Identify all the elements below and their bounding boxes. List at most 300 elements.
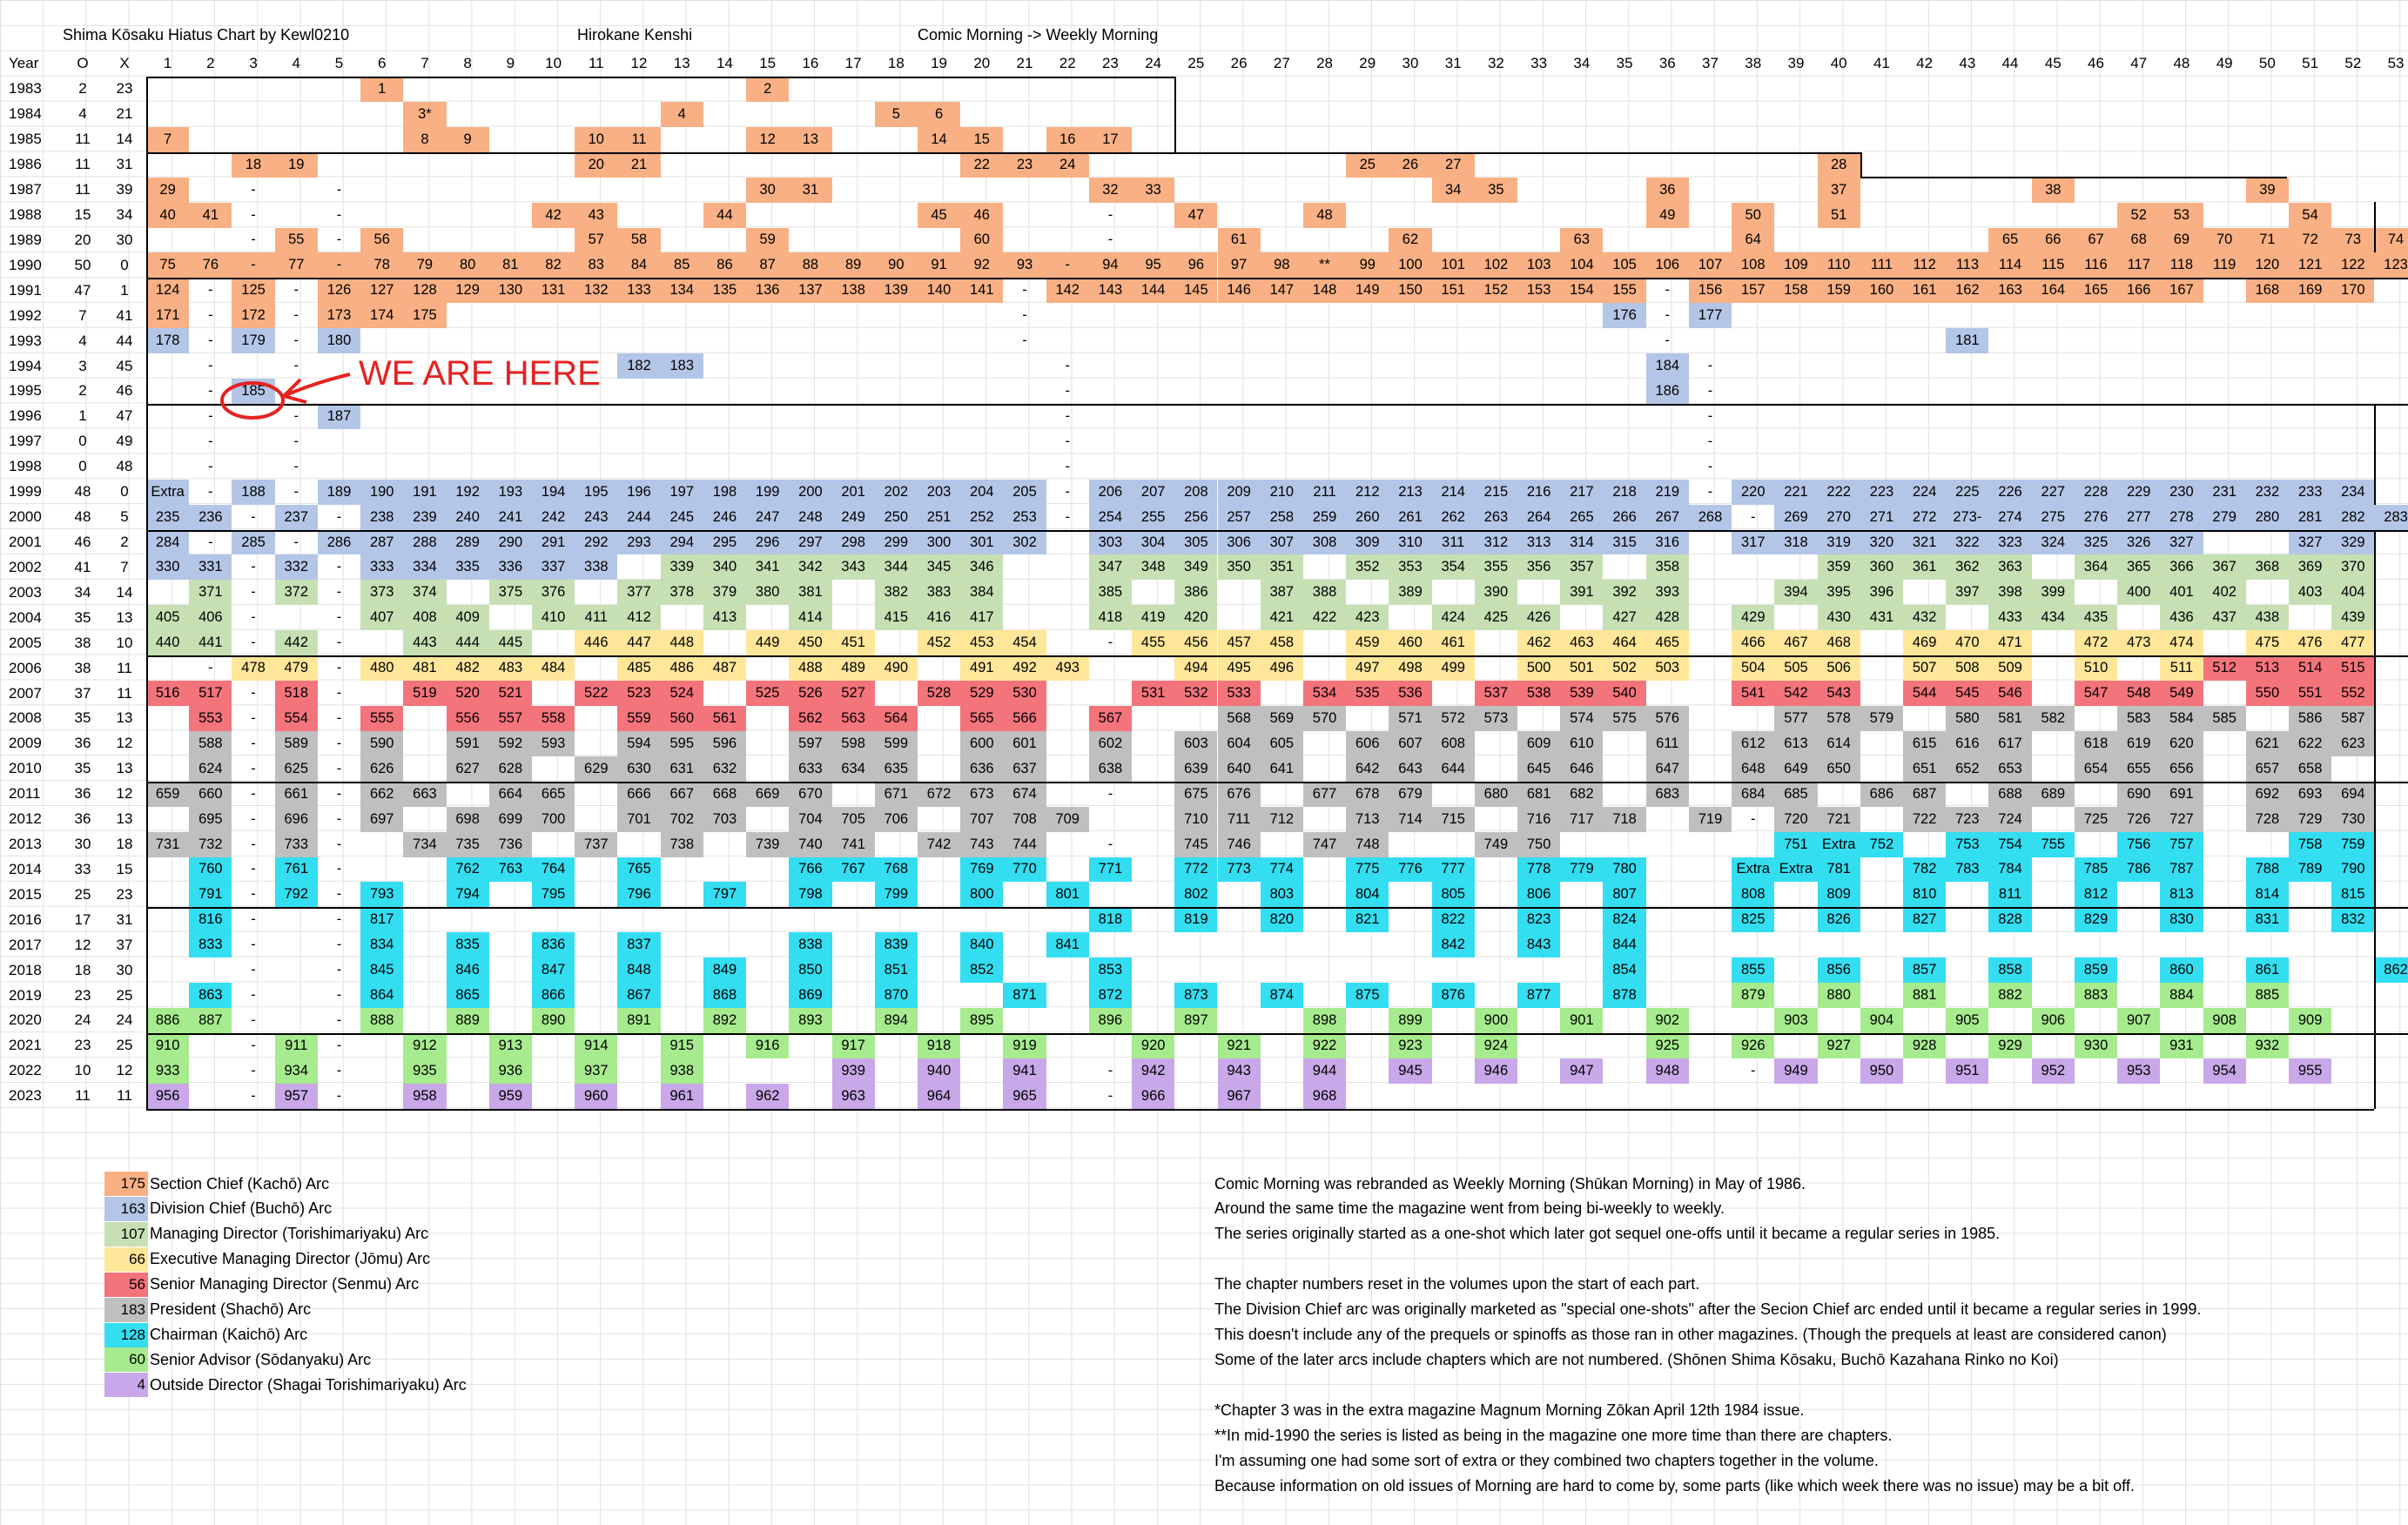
chapter-cell: 162	[1946, 278, 1988, 303]
chapter-cell: 307	[1261, 530, 1303, 555]
chapter-cell: 656	[2160, 756, 2203, 782]
chapter-cell: 467	[1774, 630, 1817, 655]
chapter-cell: 85	[661, 252, 703, 278]
chapter-cell: 802	[1174, 882, 1217, 907]
chapter-cell: 782	[1903, 857, 1946, 883]
chapter-cell: 200	[789, 480, 831, 505]
chapter-cell: 937	[575, 1058, 617, 1084]
chapter-cell: 123	[2374, 252, 2408, 278]
chapter-cell: 815	[2331, 882, 2374, 907]
chapter-cell: 535	[1346, 681, 1389, 706]
gap-marker: -	[208, 483, 213, 500]
gap-marker: -	[293, 333, 299, 349]
note-line: **In mid-1990 the series is listed as being in the magazine one more time than there are chapters.	[1214, 1426, 1893, 1444]
chapter-cell: 741	[832, 832, 875, 857]
chapter-cell: 619	[2117, 731, 2160, 756]
chapter-cell: 476	[2289, 630, 2331, 655]
column-header: 10	[545, 55, 562, 72]
chapter-cell: 714	[1389, 807, 1431, 832]
column-header: 13	[673, 55, 690, 72]
gap-marker: -	[336, 232, 342, 248]
chapter-cell: 696	[275, 807, 318, 832]
hiatus-count: 25	[116, 1037, 133, 1054]
gap-marker: -	[251, 760, 256, 776]
chapter-cell: 543	[1818, 681, 1860, 706]
chapter-cell: 104	[1560, 252, 1603, 278]
chapter-cell: Extra	[1818, 832, 1860, 857]
chapter-cell: 411	[575, 605, 617, 630]
year-cell: 2001	[9, 534, 42, 550]
gap-marker: -	[336, 836, 342, 852]
published-count: 50	[74, 256, 91, 273]
chapter-cell: 449	[746, 630, 789, 655]
chapter-cell: 751	[1774, 832, 1817, 857]
chapter-cell: 800	[960, 882, 1003, 907]
hiatus-count: 11	[117, 1087, 132, 1105]
chapter-cell: 707	[960, 807, 1003, 832]
chapter-cell: 560	[661, 706, 703, 731]
chapter-cell: 356	[1517, 554, 1560, 580]
gap-marker: -	[251, 508, 256, 525]
note-line: I'm assuming one had some sort of extra or they combined two chapters together in the volume.	[1214, 1451, 1879, 1469]
chapter-cell: 209	[1218, 480, 1261, 505]
chapter-cell: 112	[1903, 252, 1946, 278]
chapter-cell: 57	[575, 228, 617, 253]
chapter-cell: 353	[1389, 554, 1431, 580]
chapter-cell: 904	[1860, 1008, 1903, 1033]
published-count: 2	[78, 382, 87, 400]
year-cell: 2003	[9, 583, 42, 601]
chapter-cell: 423	[1346, 605, 1389, 630]
chapter-cell: 859	[2075, 957, 2117, 983]
column-header: 9	[506, 55, 515, 72]
column-header: 36	[1658, 55, 1676, 72]
chapter-cell: 100	[1389, 252, 1431, 278]
chapter-cell: 804	[1346, 882, 1389, 907]
hiatus-count: 0	[120, 483, 129, 500]
chapter-cell: 550	[2246, 681, 2289, 706]
chapter-cell: 546	[1988, 681, 2031, 706]
chapter-cell: 952	[2032, 1058, 2075, 1084]
chapter-cell: 945	[1389, 1058, 1431, 1084]
chapter-cell: 156	[1689, 278, 1732, 303]
chapter-cell: 158	[1774, 278, 1817, 303]
chapter-cell: 949	[1774, 1058, 1817, 1084]
chapter-cell: 829	[2075, 907, 2117, 932]
chapter-cell: 918	[918, 1033, 960, 1058]
chapter-cell: 611	[1646, 731, 1689, 756]
chapter-cell: 334	[403, 554, 446, 580]
chapter-cell: 685	[1774, 782, 1817, 807]
chapter-cell: 633	[789, 756, 831, 782]
chapter-cell: 498	[1389, 655, 1431, 681]
chapter-cell: 835	[447, 932, 489, 957]
column-header: 3	[249, 55, 258, 72]
chapter-cell: 569	[1261, 706, 1303, 731]
chapter-cell: 888	[360, 1008, 403, 1033]
chapter-cell: 643	[1389, 756, 1431, 782]
chapter-cell: 129	[447, 278, 489, 303]
hiatus-count: 18	[116, 836, 133, 853]
hiatus-count: 25	[116, 986, 133, 1004]
hiatus-count: 21	[116, 105, 133, 123]
chapter-cell: 776	[1389, 857, 1431, 883]
chapter-cell: 827	[1903, 907, 1946, 932]
chapter-cell: 365	[2117, 554, 2160, 580]
chapter-cell: 412	[617, 605, 660, 630]
chapter-cell: 797	[703, 882, 746, 907]
gap-marker: -	[208, 660, 213, 676]
year-cell: 1995	[9, 382, 42, 400]
chapter-cell: 445	[489, 630, 532, 655]
chapter-cell: 293	[617, 530, 660, 555]
chapter-cell: 198	[703, 480, 746, 505]
published-count: 41	[74, 558, 91, 575]
chapter-cell: 471	[1988, 630, 2031, 655]
gap-marker: -	[1065, 407, 1070, 424]
chapter-cell: 672	[918, 782, 960, 807]
chapter-cell: 811	[1988, 882, 2031, 907]
chapter-cell: 121	[2289, 252, 2331, 278]
chapter-cell: 722	[1903, 807, 1946, 832]
chapter-cell: 277	[2117, 505, 2160, 530]
chapter-cell: 864	[360, 983, 403, 1008]
year-cell: 1997	[9, 433, 42, 450]
gap-marker: -	[1065, 433, 1070, 449]
chapter-cell: 934	[275, 1058, 318, 1084]
chapter-cell: 242	[532, 505, 575, 530]
chapter-cell: 915	[661, 1033, 703, 1058]
chapter-cell: 512	[2203, 655, 2246, 681]
chapter-cell: 719	[1689, 807, 1732, 832]
chapter-cell: 179	[232, 328, 274, 353]
chapter-cell: 680	[1475, 782, 1517, 807]
chapter-cell: 378	[661, 580, 703, 605]
gap-marker: -	[336, 735, 342, 751]
gap-marker: -	[208, 433, 213, 449]
column-header: 15	[759, 55, 777, 72]
chapter-cell: 813	[2160, 882, 2203, 907]
chapter-cell: 783	[1946, 857, 1988, 883]
legend-label: Division Chief (Buchō) Arc	[150, 1199, 333, 1218]
chapter-cell: 684	[1732, 782, 1774, 807]
chapter-cell: 271	[1860, 505, 1903, 530]
chapter-cell: 681	[1517, 782, 1560, 807]
chapter-cell: 967	[1218, 1084, 1261, 1109]
chapter-cell: 141	[960, 278, 1003, 303]
chapter-cell: 533	[1218, 681, 1261, 706]
chapter-cell: 630	[617, 756, 660, 782]
chapter-cell: 665	[532, 782, 575, 807]
chapter-cell: 290	[489, 530, 532, 555]
chapter-cell: 826	[1818, 907, 1860, 932]
chapter-cell: 523	[617, 681, 660, 706]
chapter-cell: 302	[1003, 530, 1046, 555]
chapter-cell: 187	[318, 404, 360, 429]
chapter-cell: 960	[575, 1084, 617, 1109]
chapter-cell: 27	[1432, 152, 1475, 178]
chapter-cell: 659	[146, 782, 189, 807]
hiatus-count: 39	[116, 181, 133, 198]
chapter-cell: 21	[617, 152, 660, 178]
chapter-cell: 825	[1732, 907, 1774, 932]
chapter-cell: Extra	[146, 480, 189, 505]
chapter-cell: 422	[1303, 605, 1346, 630]
chapter-cell: 360	[1860, 554, 1903, 580]
chapter-cell: 948	[1646, 1058, 1689, 1084]
chapter-cell: 237	[275, 505, 318, 530]
chapter-cell: 798	[789, 882, 831, 907]
year-cell: 2009	[9, 735, 42, 752]
year-cell: 1992	[9, 306, 42, 324]
chapter-cell: 269	[1774, 505, 1817, 530]
chapter-cell: 229	[2117, 480, 2160, 505]
chapter-cell: 189	[318, 480, 360, 505]
chapter-cell: 747	[1303, 832, 1346, 857]
chapter-cell: 756	[2117, 832, 2160, 857]
hiatus-count: 48	[116, 458, 133, 475]
gap-marker: -	[208, 307, 213, 324]
chapter-cell: 754	[1988, 832, 2031, 857]
chapter-cell: 745	[1174, 832, 1217, 857]
chapter-cell: 270	[1818, 505, 1860, 530]
chapter-cell: 478	[232, 655, 274, 681]
published-count: 48	[74, 483, 91, 500]
chapter-cell: 578	[1818, 706, 1860, 731]
published-count: 11	[75, 181, 91, 198]
chapter-cell: 803	[1261, 882, 1303, 907]
chapter-cell: 626	[360, 756, 403, 782]
year-cell: 2006	[9, 659, 42, 676]
chapter-cell: 583	[2117, 706, 2160, 731]
chapter-cell: 705	[832, 807, 875, 832]
hiatus-count: 14	[116, 131, 133, 148]
chapter-cell: 607	[1389, 731, 1431, 756]
chapter-cell: 120	[2246, 252, 2289, 278]
chapter-cell: 238	[360, 505, 403, 530]
chapter-cell: 132	[575, 278, 617, 303]
published-count: 2	[78, 80, 87, 97]
published-count: 15	[74, 206, 91, 224]
chapter-cell: 841	[1046, 932, 1089, 957]
chapter-cell: 873	[1174, 983, 1217, 1008]
chapter-cell: 470	[1946, 630, 1988, 655]
chapter-cell: 351	[1261, 554, 1303, 580]
chapter-cell: 635	[875, 756, 918, 782]
year-cell: 1986	[9, 156, 42, 173]
year-cell: 2016	[9, 910, 42, 928]
chapter-cell: 460	[1389, 630, 1431, 655]
published-count: 33	[74, 860, 91, 877]
chapter-cell: 566	[1003, 706, 1046, 731]
chapter-cell: 699	[489, 807, 532, 832]
column-header: 30	[1402, 55, 1419, 72]
chapter-cell: 838	[789, 932, 831, 957]
chapter-cell: 621	[2246, 731, 2289, 756]
chapter-cell: 381	[789, 580, 831, 605]
chapter-cell: 370	[2331, 554, 2374, 580]
gap-marker: -	[1065, 358, 1070, 374]
chapter-cell: 347	[1089, 554, 1132, 580]
chapter-cell: 627	[447, 756, 489, 782]
published-count: 11	[75, 1087, 91, 1105]
chapter-cell: 119	[2203, 252, 2246, 278]
chapter-cell: 191	[403, 480, 446, 505]
chapter-cell: 965	[1003, 1084, 1046, 1109]
chapter-cell: 304	[1132, 530, 1174, 555]
chapter-cell: 281	[2289, 505, 2331, 530]
chapter-cell: 963	[832, 1084, 875, 1109]
year-cell: 2023	[9, 1087, 42, 1105]
gap-marker: -	[1065, 508, 1070, 525]
chapter-cell: 6	[918, 102, 960, 127]
chapter-cell: 761	[275, 857, 318, 883]
chapter-cell: 505	[1774, 655, 1817, 681]
chapter-cell: 273-	[1946, 505, 1988, 530]
chapter-cell: 890	[532, 1008, 575, 1033]
chapter-cell: 188	[232, 480, 274, 505]
chapter-cell: 655	[2117, 756, 2160, 782]
gap-marker: -	[1665, 282, 1671, 299]
chapter-cell: 910	[146, 1033, 189, 1058]
chapter-cell: 19	[275, 152, 318, 178]
chapter-cell: 547	[2075, 681, 2117, 706]
year-cell: 2015	[9, 885, 42, 903]
column-header: 48	[2173, 55, 2190, 72]
chapter-cell: 892	[703, 1008, 746, 1033]
chapter-cell: 563	[832, 706, 875, 731]
chapter-cell: 752	[1860, 832, 1903, 857]
chapter-cell: 5	[875, 102, 918, 127]
chapter-cell: 29	[146, 178, 189, 203]
chapter-cell: 437	[2203, 605, 2246, 630]
chapter-cell: 593	[532, 731, 575, 756]
published-count: 23	[74, 986, 91, 1004]
chapter-cell: 834	[360, 932, 403, 957]
chapter-cell: 116	[2075, 252, 2117, 278]
chapter-cell: 298	[832, 530, 875, 555]
chapter-cell: 264	[1517, 505, 1560, 530]
chapter-cell: 886	[146, 1008, 189, 1033]
chapter-cell: 799	[875, 882, 918, 907]
chapter-cell: 865	[447, 983, 489, 1008]
chapter-cell: 33	[1132, 178, 1174, 203]
chapter-cell: 306	[1218, 530, 1261, 555]
chapter-cell: 97	[1218, 252, 1261, 278]
chapter-cell: 46	[960, 203, 1003, 228]
chapter-cell: 113	[1946, 252, 1988, 278]
column-header: 20	[973, 55, 991, 72]
chapter-cell: 950	[1860, 1058, 1903, 1084]
chapter-cell: 115	[2032, 252, 2075, 278]
hiatus-count: 13	[116, 608, 133, 626]
chapter-cell: 561	[703, 706, 746, 731]
chapter-cell: 902	[1646, 1008, 1689, 1033]
chapter-cell: 805	[1432, 882, 1475, 907]
chapter-cell: 605	[1261, 731, 1303, 756]
chapter-cell: 692	[2246, 782, 2289, 807]
column-header: 29	[1359, 55, 1376, 72]
chapter-cell: 473	[2117, 630, 2160, 655]
column-header: 8	[463, 55, 472, 72]
chapter-cell: 76	[189, 252, 232, 278]
column-header: 18	[887, 55, 905, 72]
column-header: 17	[844, 55, 862, 72]
chapter-cell: -	[1046, 252, 1089, 278]
gap-marker: -	[1707, 382, 1713, 399]
chapter-cell: 248	[789, 505, 831, 530]
chapter-cell: 122	[2331, 252, 2374, 278]
legend-label: Senior Managing Director (Senmu) Arc	[150, 1275, 420, 1293]
chapter-cell: 712	[1261, 807, 1303, 832]
hiatus-count: 45	[116, 357, 133, 374]
gap-marker: -	[293, 458, 299, 474]
chapter-cell: 576	[1646, 706, 1689, 731]
chapter-cell: 895	[960, 1008, 1003, 1033]
chapter-cell: 157	[1732, 278, 1774, 303]
column-header: 31	[1444, 55, 1462, 72]
chapter-cell: 185	[232, 379, 274, 404]
chapter-cell: 622	[2289, 731, 2331, 756]
chapter-cell: 796	[617, 882, 660, 907]
chapter-cell: 305	[1174, 530, 1217, 555]
gap-marker: -	[293, 483, 299, 500]
chapter-cell: 51	[1818, 203, 1860, 228]
gap-marker: -	[336, 1037, 342, 1053]
chapter-cell: 472	[2075, 630, 2117, 655]
column-header: 19	[931, 55, 948, 72]
chapter-cell: -	[232, 252, 274, 278]
chapter-cell: 613	[1774, 731, 1817, 756]
chapter-cell: 792	[275, 882, 318, 907]
chapter-cell: 15	[960, 127, 1003, 152]
chapter-cell: 176	[1603, 303, 1645, 328]
chapter-cell: 789	[2289, 857, 2331, 883]
chapter-cell: 693	[2289, 782, 2331, 807]
chapter-cell: 53	[2160, 203, 2203, 228]
chapter-cell: 319	[1818, 530, 1860, 555]
published-count: 25	[74, 885, 91, 903]
chapter-cell: 316	[1646, 530, 1689, 555]
chapter-cell: 203	[918, 480, 960, 505]
column-header: 43	[1959, 55, 1976, 72]
chapter-cell: 371	[189, 580, 232, 605]
published-count: 18	[74, 961, 91, 978]
chapter-cell: 109	[1774, 252, 1817, 278]
chapter-cell: 504	[1732, 655, 1774, 681]
chapter-cell: 642	[1346, 756, 1389, 782]
column-header: 44	[2001, 55, 2019, 72]
chapter-cell: 739	[746, 832, 789, 857]
gap-marker: -	[336, 181, 342, 198]
chapter-cell: 790	[2331, 857, 2374, 883]
chapter-cell: 59	[746, 228, 789, 253]
chapter-cell: 60	[960, 228, 1003, 253]
chapter-cell: 488	[789, 655, 831, 681]
gap-marker: -	[336, 785, 342, 802]
gap-marker: -	[336, 685, 342, 702]
chapter-cell: 689	[2032, 782, 2075, 807]
chapter-cell: **	[1303, 252, 1346, 278]
published-count: 11	[75, 131, 91, 148]
chapter-cell: 912	[403, 1033, 446, 1058]
chapter-cell: 832	[2331, 907, 2374, 932]
chapter-cell: 688	[1988, 782, 2031, 807]
chapter-cell: 552	[2331, 681, 2374, 706]
note-line: This doesn't include any of the prequels or spinoffs as those ran in other magazines. (Though the prequels at least are considered canon)	[1214, 1326, 2167, 1344]
chapter-cell: 254	[1089, 505, 1132, 530]
chapter-cell: 503	[1646, 655, 1689, 681]
